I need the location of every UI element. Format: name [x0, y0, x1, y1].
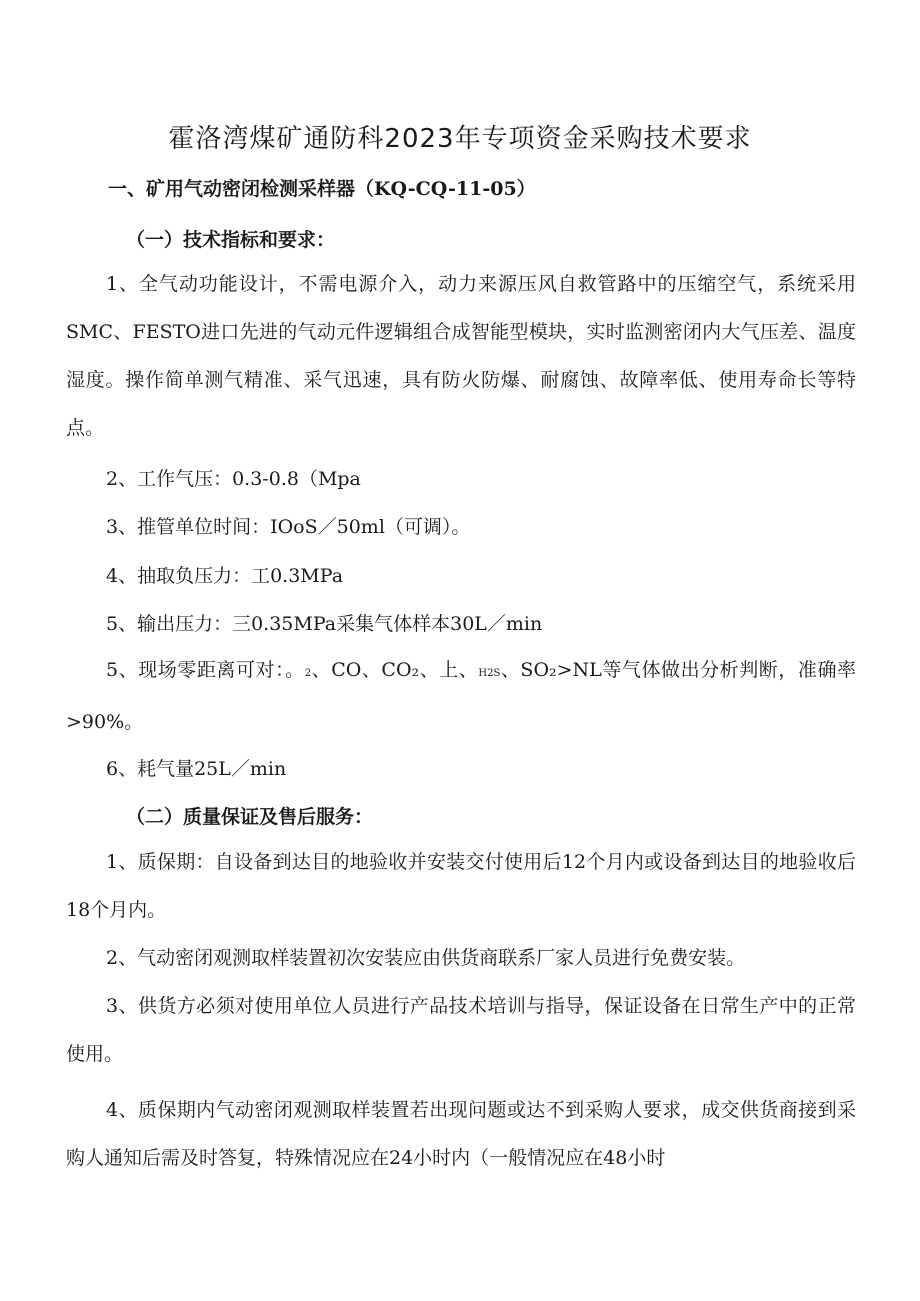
tech-item-6: 6、耗气量25L／min [106, 758, 287, 780]
subsection-heading-service: （二）质量保证及售后服务： [126, 806, 374, 828]
tech-item-5b [66, 646, 856, 746]
tech-item-5b-sub-2: 2 [304, 668, 312, 679]
service-item-1: 1、质保期：自设备到达目的地验收并安装交付使用后12个月内或设备到达目的地验收后18个月内。 [66, 851, 856, 921]
tech-item-5: 5、输出压力：三0.35MPa采集气体样本30L／min [106, 613, 543, 635]
subsection-heading-technical: （一）技术指标和要求： [126, 229, 336, 251]
tech-item-4: 4、抽取负压力：工0.3MPa [106, 565, 344, 587]
service-item-2: 2、气动密闭观测取样装置初次安装应由供货商联系厂家人员进行免费安装。 [106, 947, 746, 969]
tech-item-1: 1、全气动功能设计，不需电源介入，动力来源压风自救管路中的压缩空气，系统采用SMC、FESTO进口先进的气动元件逻辑组合成智能型模块，实时监测密闭内大气压差、温度湿度。操作简单测气精准、采气迅速，具有防火防爆、耐腐蚀、故障率低、使用寿命长等特点。 [66, 273, 856, 439]
service-item-4: 4、质保期内气动密闭观测取样装置若出现问题或达不到采购人要求，成交供货商接到采购人通知后需及时答复，特殊情况应在24小时内（一般情况应在48小时 [66, 1099, 856, 1169]
tech-item-5b-prefix: 5、现场零距离可对：。 [106, 659, 305, 681]
tech-item-5b-h2s: H2S [478, 668, 501, 679]
tech-item-3: 3、推管单位时间：IOoS／50ml（可调）。 [106, 516, 471, 538]
tech-item-2: 2、工作气压：0.3-0.8（Mpa [106, 468, 361, 490]
tech-item-5b-rest: 、SO₂>NL等气体做出分析判断，准确率>90%。 [66, 659, 857, 733]
section-heading-1: 一、矿用气动密闭检测采样器（KQ-CQ-11-05） [108, 178, 536, 200]
document-title: 霍洛湾煤矿通防科2023年专项资金采购技术要求 [168, 124, 752, 154]
service-item-3: 3、供货方必须对使用单位人员进行产品技术培训与指导，保证设备在日常生产中的正常使用。 [66, 995, 856, 1065]
tech-item-5b-mid: 、CO、CO₂、上、 [311, 659, 479, 681]
